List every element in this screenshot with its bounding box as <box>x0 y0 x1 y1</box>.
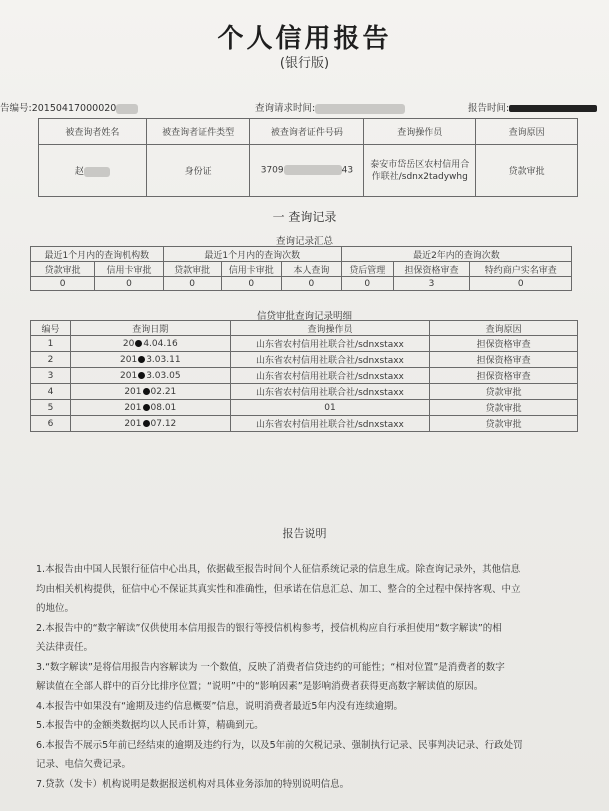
note-line: 7.贷款（发卡）机构说明是数据报送机构对具体业务添加的特别说明信息。 <box>36 778 350 790</box>
summary-value: 0 <box>470 277 572 291</box>
col-operator: 查询操作员 <box>364 119 476 145</box>
summary-value: 3 <box>393 277 470 291</box>
summary-value: 0 <box>95 277 163 291</box>
table-row: 2 201 3.03.11 山东省农村信用社联合社/sdnxstaxx 担保资格审查 <box>31 352 578 368</box>
note-line: 均由相关机构提供，征信中心不保证其真实性和准确性，但承诺在信息汇总、加工、整合的全过程中保持客观、中立 <box>36 583 521 595</box>
redaction <box>116 104 138 114</box>
table-row: 6 201 07.12 山东省农村信用社联合社/sdnxstaxx 贷款审批 <box>31 416 578 432</box>
detail-caption: 信贷审批查询记录明细 <box>256 311 352 322</box>
redaction <box>284 165 342 175</box>
notes-body <box>36 560 576 794</box>
col-id-type: 被查询者证件类型 <box>146 119 250 145</box>
cell-id-type: 身份证 <box>146 145 250 197</box>
col-reason: 查询原因 <box>476 119 578 145</box>
summary-value: 0 <box>221 277 281 291</box>
note-line: 5.本报告中的金额类数据均以人民币计算，精确到元。 <box>36 720 264 731</box>
summary-caption: 查询记录汇总 <box>275 236 333 247</box>
redaction <box>509 105 597 112</box>
col-name: 被查询者姓名 <box>39 119 147 145</box>
redaction <box>315 104 405 114</box>
redaction-dot <box>143 420 150 427</box>
cell-operator: 泰安市岱岳区农村信用合作联社/sdnx2tadywhg <box>364 145 476 197</box>
section-title: 一 查询记录 <box>272 210 337 224</box>
redaction-dot <box>143 388 150 395</box>
note-line: 2.本报告中的“数字解读”仅供使用本信用报告的银行等授信机构参考，授信机构应自行承担使用“数字解读”的相 <box>36 622 502 634</box>
note-line: 解读值在全部人群中的百分比排序位置；“说明”中的“影响因素”是影响消费者获得更高数字解读值的原因。 <box>36 681 484 692</box>
note-line: 关法律责任。 <box>36 642 94 653</box>
group-1m-org: 最近1个月内的查询机构数 <box>31 247 164 262</box>
report-number: 告编号:20150417000020 <box>0 100 138 114</box>
col-id-number: 被查询者证件号码 <box>250 119 364 145</box>
redaction-dot <box>135 340 142 347</box>
note-line: 记录、电信欠费记录。 <box>36 759 132 770</box>
col-reason: 查询原因 <box>430 321 578 336</box>
query-time: 查询请求时间: <box>255 100 405 114</box>
report-title: 个人信用报告 <box>217 24 392 54</box>
summary-table <box>30 246 572 291</box>
group-2y: 最近2年内的查询次数 <box>341 247 571 262</box>
redaction-dot <box>143 404 150 411</box>
table-row: 5 201 08.01 01 贷款审批 <box>31 400 578 416</box>
report-subtitle: (银行版) <box>279 56 330 71</box>
redaction-dot <box>138 356 145 363</box>
note-line: 的地位。 <box>36 603 75 614</box>
col-no: 编号 <box>31 321 71 336</box>
note-line: 3.“数字解读”是将信用报告内容解读为 一个数值，反映了消费者信贷违约的可能性；“相对位置”是消费者的数字 <box>36 661 505 673</box>
col-date: 查询日期 <box>70 321 230 336</box>
cell-id-number: 3709 43 <box>250 145 364 197</box>
redaction-dot <box>138 372 145 379</box>
summary-col: 贷款审批 <box>163 262 221 277</box>
summary-col: 特约商户实名审查 <box>470 262 572 277</box>
col-operator: 查询操作员 <box>230 321 430 336</box>
summary-col: 贷后管理 <box>341 262 393 277</box>
summary-value: 0 <box>281 277 341 291</box>
note-line: 6.本报告不展示5年前已经结束的逾期及违约行为，以及5年前的欠税记录、强制执行记录、民事判决记录、行政处罚 <box>36 739 523 751</box>
summary-col: 信用卡审批 <box>95 262 163 277</box>
summary-col: 担保资格审查 <box>393 262 470 277</box>
detail-table <box>30 320 578 432</box>
summary-col: 信用卡审批 <box>221 262 281 277</box>
report-time: 报告时间: <box>468 100 597 114</box>
redaction <box>84 167 110 177</box>
cell-name: 赵 <box>39 145 147 197</box>
summary-col: 本人查询 <box>281 262 341 277</box>
summary-value: 0 <box>31 277 95 291</box>
note-line: 1.本报告由中国人民银行征信中心出具，依据截至报告时间个人征信系统记录的信息生成。除查询记录外，其他信息 <box>36 564 521 575</box>
table-row: 1 20 4.04.16 山东省农村信用社联合社/sdnxstaxx 担保资格审查 <box>31 336 578 352</box>
summary-col: 贷款审批 <box>31 262 95 277</box>
notes-title: 报告说明 <box>282 527 327 540</box>
summary-value: 0 <box>163 277 221 291</box>
group-1m-count: 最近1个月内的查询次数 <box>163 247 341 262</box>
summary-value: 0 <box>341 277 393 291</box>
query-info-table <box>38 118 578 197</box>
table-row: 4 201 02.21 山东省农村信用社联合社/sdnxstaxx 贷款审批 <box>31 384 578 400</box>
cell-reason: 贷款审批 <box>476 145 578 197</box>
note-line: 4.本报告中如果没有“逾期及违约信息概要”信息，说明消费者最近5年内没有连续逾期。 <box>36 700 403 712</box>
table-row: 3 201 3.03.05 山东省农村信用社联合社/sdnxstaxx 担保资格审查 <box>31 368 578 384</box>
